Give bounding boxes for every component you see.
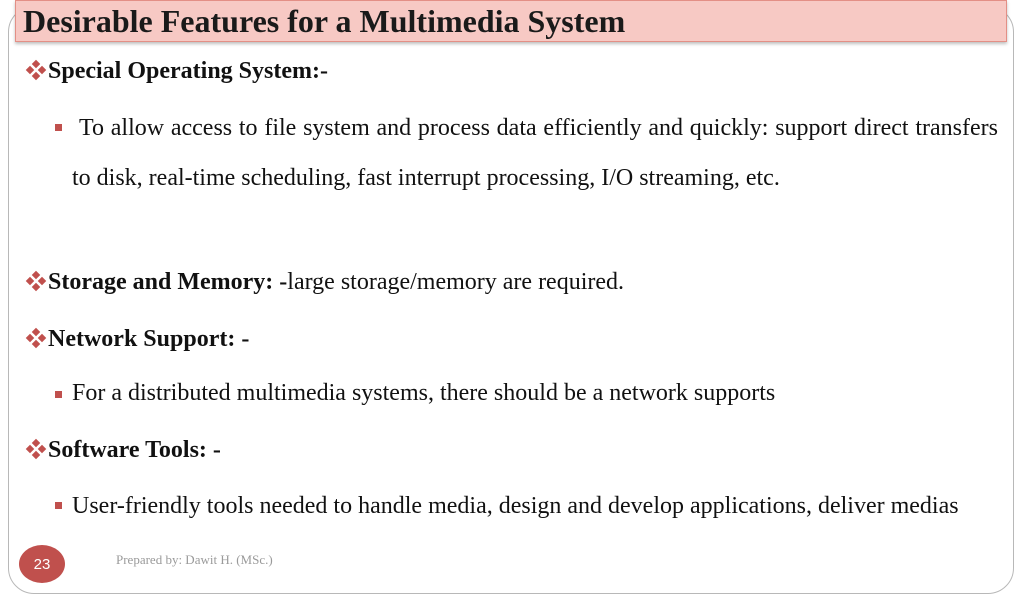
bullet-text: User-friendly tools needed to handle media, design and develop applications, deliver medias [72, 493, 959, 519]
square-bullet-icon [55, 391, 62, 398]
page-number-badge [19, 545, 65, 583]
section-heading: Storage and Memory: - [48, 269, 288, 295]
section-network-support [27, 326, 249, 353]
bullet-text: To allow access to file system and process data efficiently and quickly: support direct transfers to disk, real-time scheduling, fast interrupt processing, I/O streaming, etc. [72, 115, 998, 191]
section-software-tools [27, 437, 221, 464]
title-bar [15, 0, 1007, 42]
section-text: large storage/memory are required. [287, 269, 625, 295]
square-bullet-icon [55, 124, 62, 131]
section-special-os [27, 58, 328, 85]
footer-author: Prepared by: Dawit H. (MSc.) [116, 552, 273, 567]
section-heading: Network Support: - [48, 326, 250, 352]
section-storage-memory [27, 269, 624, 296]
diamond-bullet-icon [27, 272, 45, 290]
section-heading: Special Operating System:- [48, 58, 328, 84]
page-number: 23 [33, 555, 51, 573]
diamond-bullet-icon [27, 61, 45, 79]
square-bullet-icon [55, 502, 62, 509]
slide-title: Desirable Features for a Multimedia System [23, 3, 626, 39]
bullet-text: For a distributed multimedia systems, there should be a network supports [72, 380, 776, 406]
section-heading: Software Tools: - [48, 437, 221, 463]
diamond-bullet-icon [27, 329, 45, 347]
diamond-bullet-icon [27, 440, 45, 458]
